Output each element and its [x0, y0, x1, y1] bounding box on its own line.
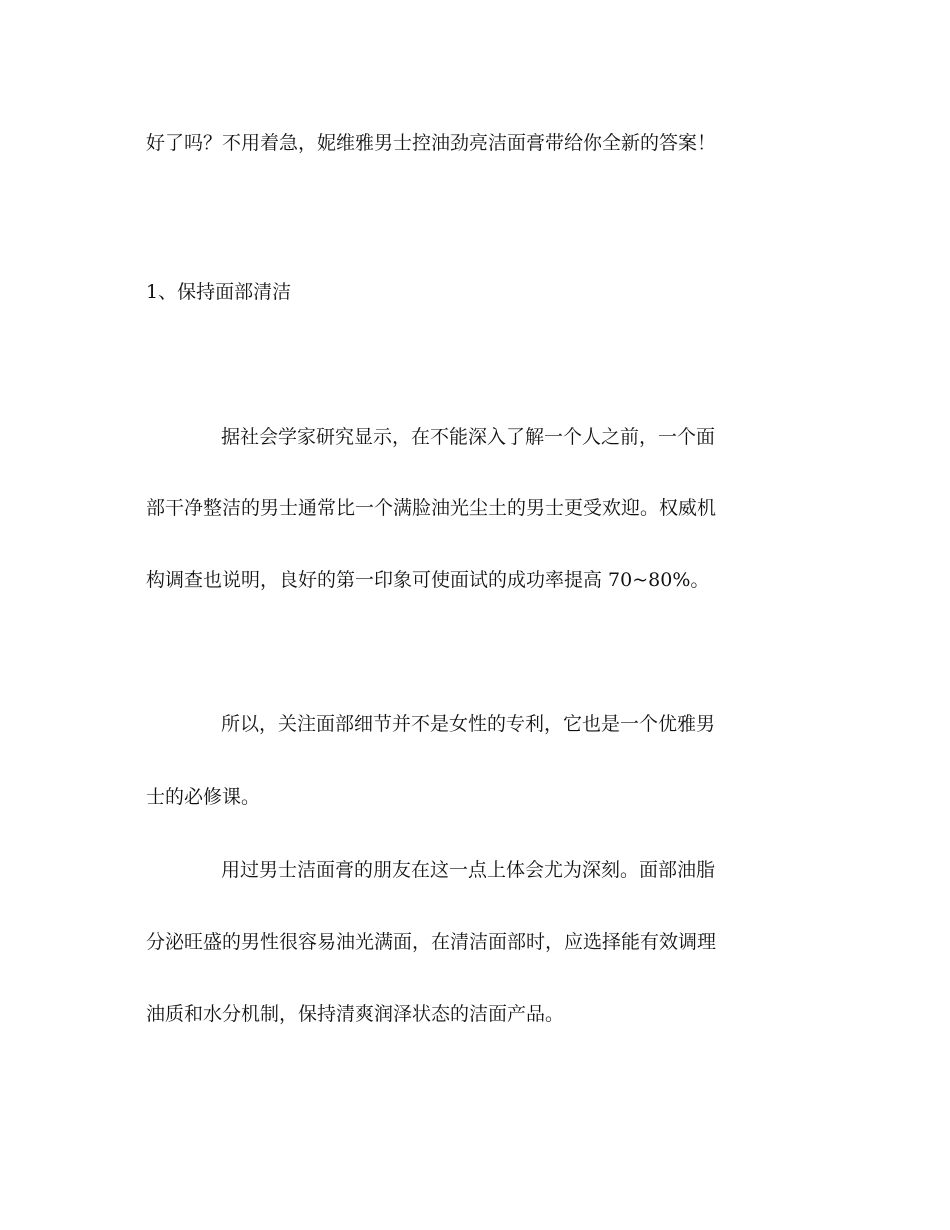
paragraph-2-line-1: 所以，关注面部细节并不是女性的专利，它也是一个优雅男	[221, 713, 716, 735]
paragraph-2-line-2: 士的必修课。	[146, 786, 261, 808]
paragraph-3-line-2: 分泌旺盛的男性很容易油光满面，在清洁面部时，应选择能有效调理	[146, 931, 717, 953]
intro-line: 好了吗？不用着急，妮维雅男士控油劲亮洁面膏带给你全新的答案！	[146, 132, 717, 154]
paragraph-3-line-1: 用过男士洁面膏的朋友在这一点上体会尤为深刻。面部油脂	[221, 859, 716, 881]
paragraph-1-line-2: 部干净整洁的男士通常比一个满脸油光尘土的男士更受欢迎。权威机	[146, 497, 717, 519]
section-heading: 1、保持面部清洁	[146, 281, 292, 303]
paragraph-1-line-1: 据社会学家研究显示，在不能深入了解一个人之前，一个面	[221, 426, 716, 448]
paragraph-1-line-3: 构调查也说明，良好的第一印象可使面试的成功率提高 70~80%。	[146, 569, 710, 591]
paragraph-3-line-3: 油质和水分机制，保持清爽润泽状态的洁面产品。	[146, 1003, 565, 1025]
